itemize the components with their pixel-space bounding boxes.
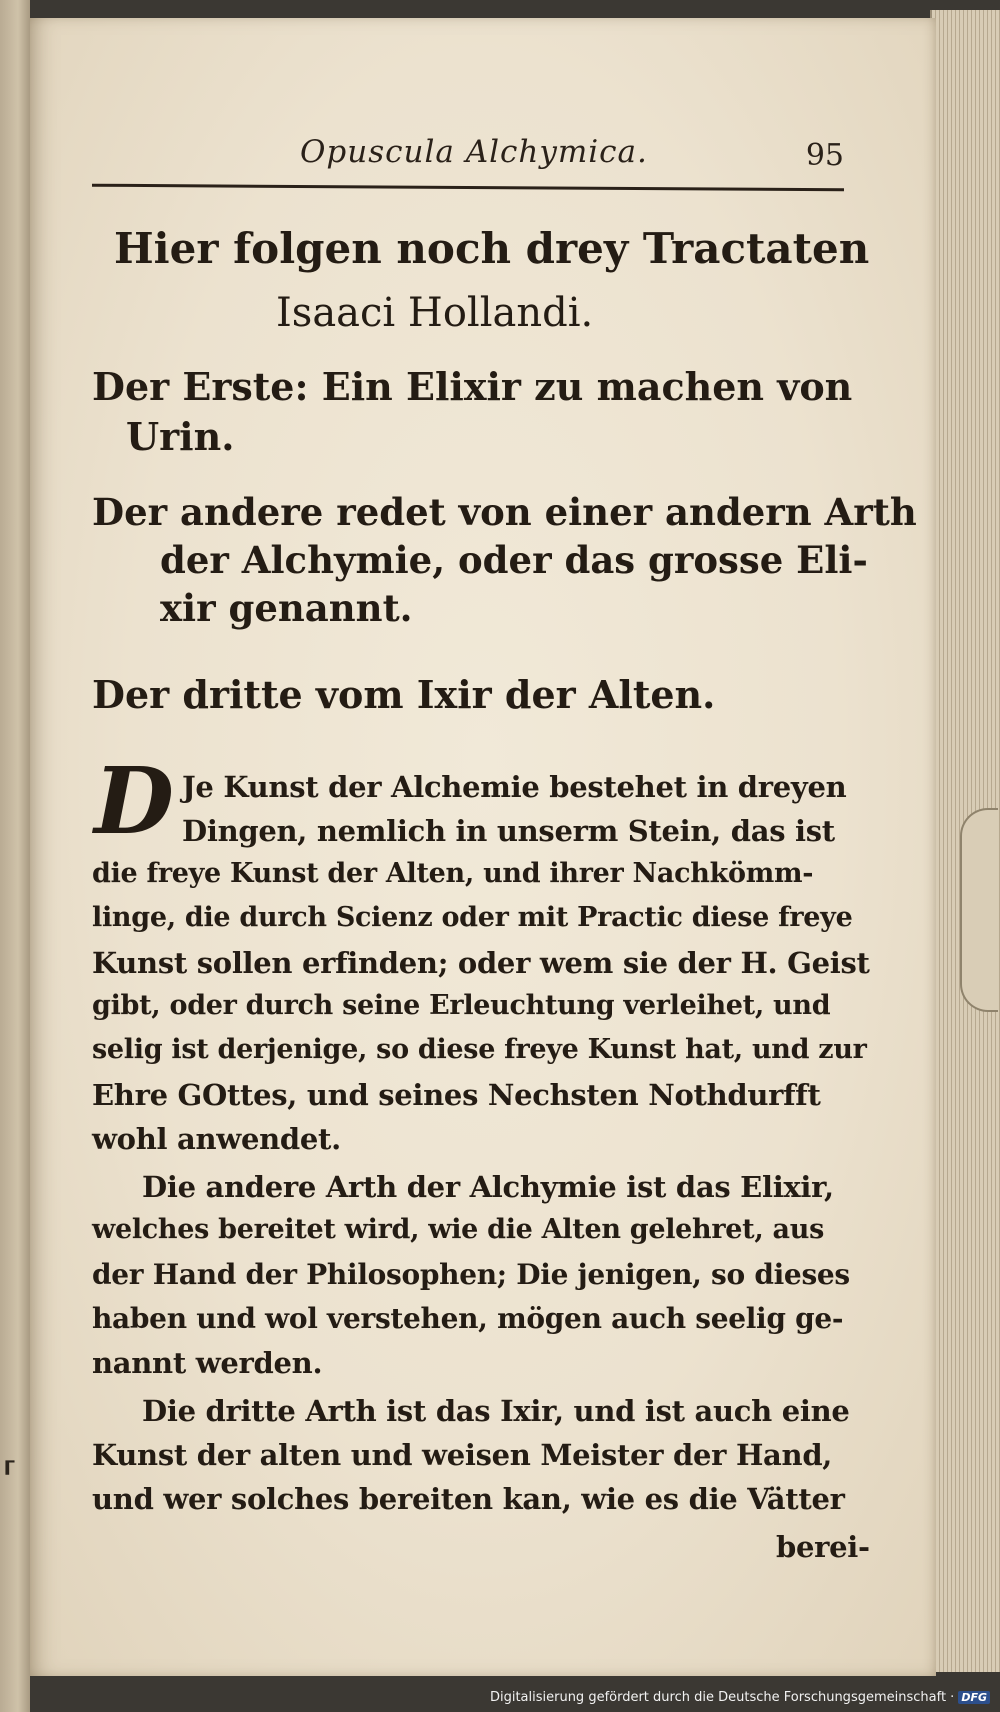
second-tract-heading-end: xir genannt.: [160, 586, 413, 630]
book-page: [30, 18, 936, 1676]
body-line: linge, die durch Scienz oder mit Practic diese freye: [92, 902, 853, 933]
body-line: wohl anwendet.: [92, 1122, 341, 1156]
body-line: selig ist derjenige, so diese freye Kunst hat, und zur: [92, 1034, 867, 1065]
body-line: Dingen, nemlich in unserm Stein, das ist: [182, 814, 835, 848]
body-line: Kunst sollen erfinden; oder wem sie der H. Geist: [92, 946, 870, 980]
running-title: Opuscula Alchymica.: [300, 134, 648, 170]
page-number: 95: [805, 138, 844, 173]
body-line: und wer solches bereiten kan, wie es die Vätter: [92, 1482, 845, 1516]
body-line: gibt, oder durch seine Erleuchtung verleihet, und: [92, 990, 831, 1021]
header-rule: [92, 184, 844, 192]
third-tract-heading: Der dritte vom Ixir der Alten.: [92, 672, 716, 717]
body-line: welches bereitet wird, wie die Alten gelehret, aus: [92, 1214, 824, 1245]
first-tract-heading-cont: Urin.: [126, 414, 235, 459]
body-line: Ehre GOttes, und seines Nechsten Nothdurfft: [92, 1078, 821, 1112]
body-line: haben und wol verstehen, mögen auch seelig ge-: [92, 1302, 844, 1335]
body-line: Kunst der alten und weisen Meister der Hand,: [92, 1438, 833, 1472]
body-line: der Hand der Philosophen; Die jenigen, so dieses: [92, 1258, 850, 1291]
page-edge-tab: [960, 808, 998, 1012]
credit-text: Digitalisierung gefördert durch die Deutsche Forschungsgemeinschaft ·: [489, 1690, 955, 1705]
facing-page-bracket: ⸢: [2, 1455, 18, 1501]
catchword: berei-: [776, 1530, 870, 1564]
title-author: Isaaci Hollandi.: [276, 290, 594, 336]
first-tract-heading: Der Erste: Ein Elixir zu machen von: [92, 364, 853, 409]
running-header: [92, 122, 844, 178]
body-line: Je Kunst der Alchemie bestehet in dreyen: [182, 770, 847, 804]
drop-cap-initial: D: [94, 747, 174, 855]
body-line: die freye Kunst der Alten, und ihrer Nachkömm-: [92, 858, 814, 889]
body-line: Die dritte Arth ist das Ixir, und ist auch eine: [142, 1394, 850, 1428]
facing-page-edge: [0, 0, 30, 1712]
body-line: nannt werden.: [92, 1346, 323, 1380]
dfg-logo-icon: DFG: [958, 1691, 990, 1704]
title-line: Hier folgen noch drey Tractaten: [114, 224, 870, 273]
second-tract-heading-cont: der Alchymie, oder das grosse Eli-: [160, 538, 868, 582]
second-tract-heading: Der andere redet von einer andern Arth: [92, 490, 917, 534]
digitization-credit: [490, 1690, 990, 1705]
body-line: Die andere Arth der Alchymie ist das Elixir,: [142, 1170, 834, 1204]
